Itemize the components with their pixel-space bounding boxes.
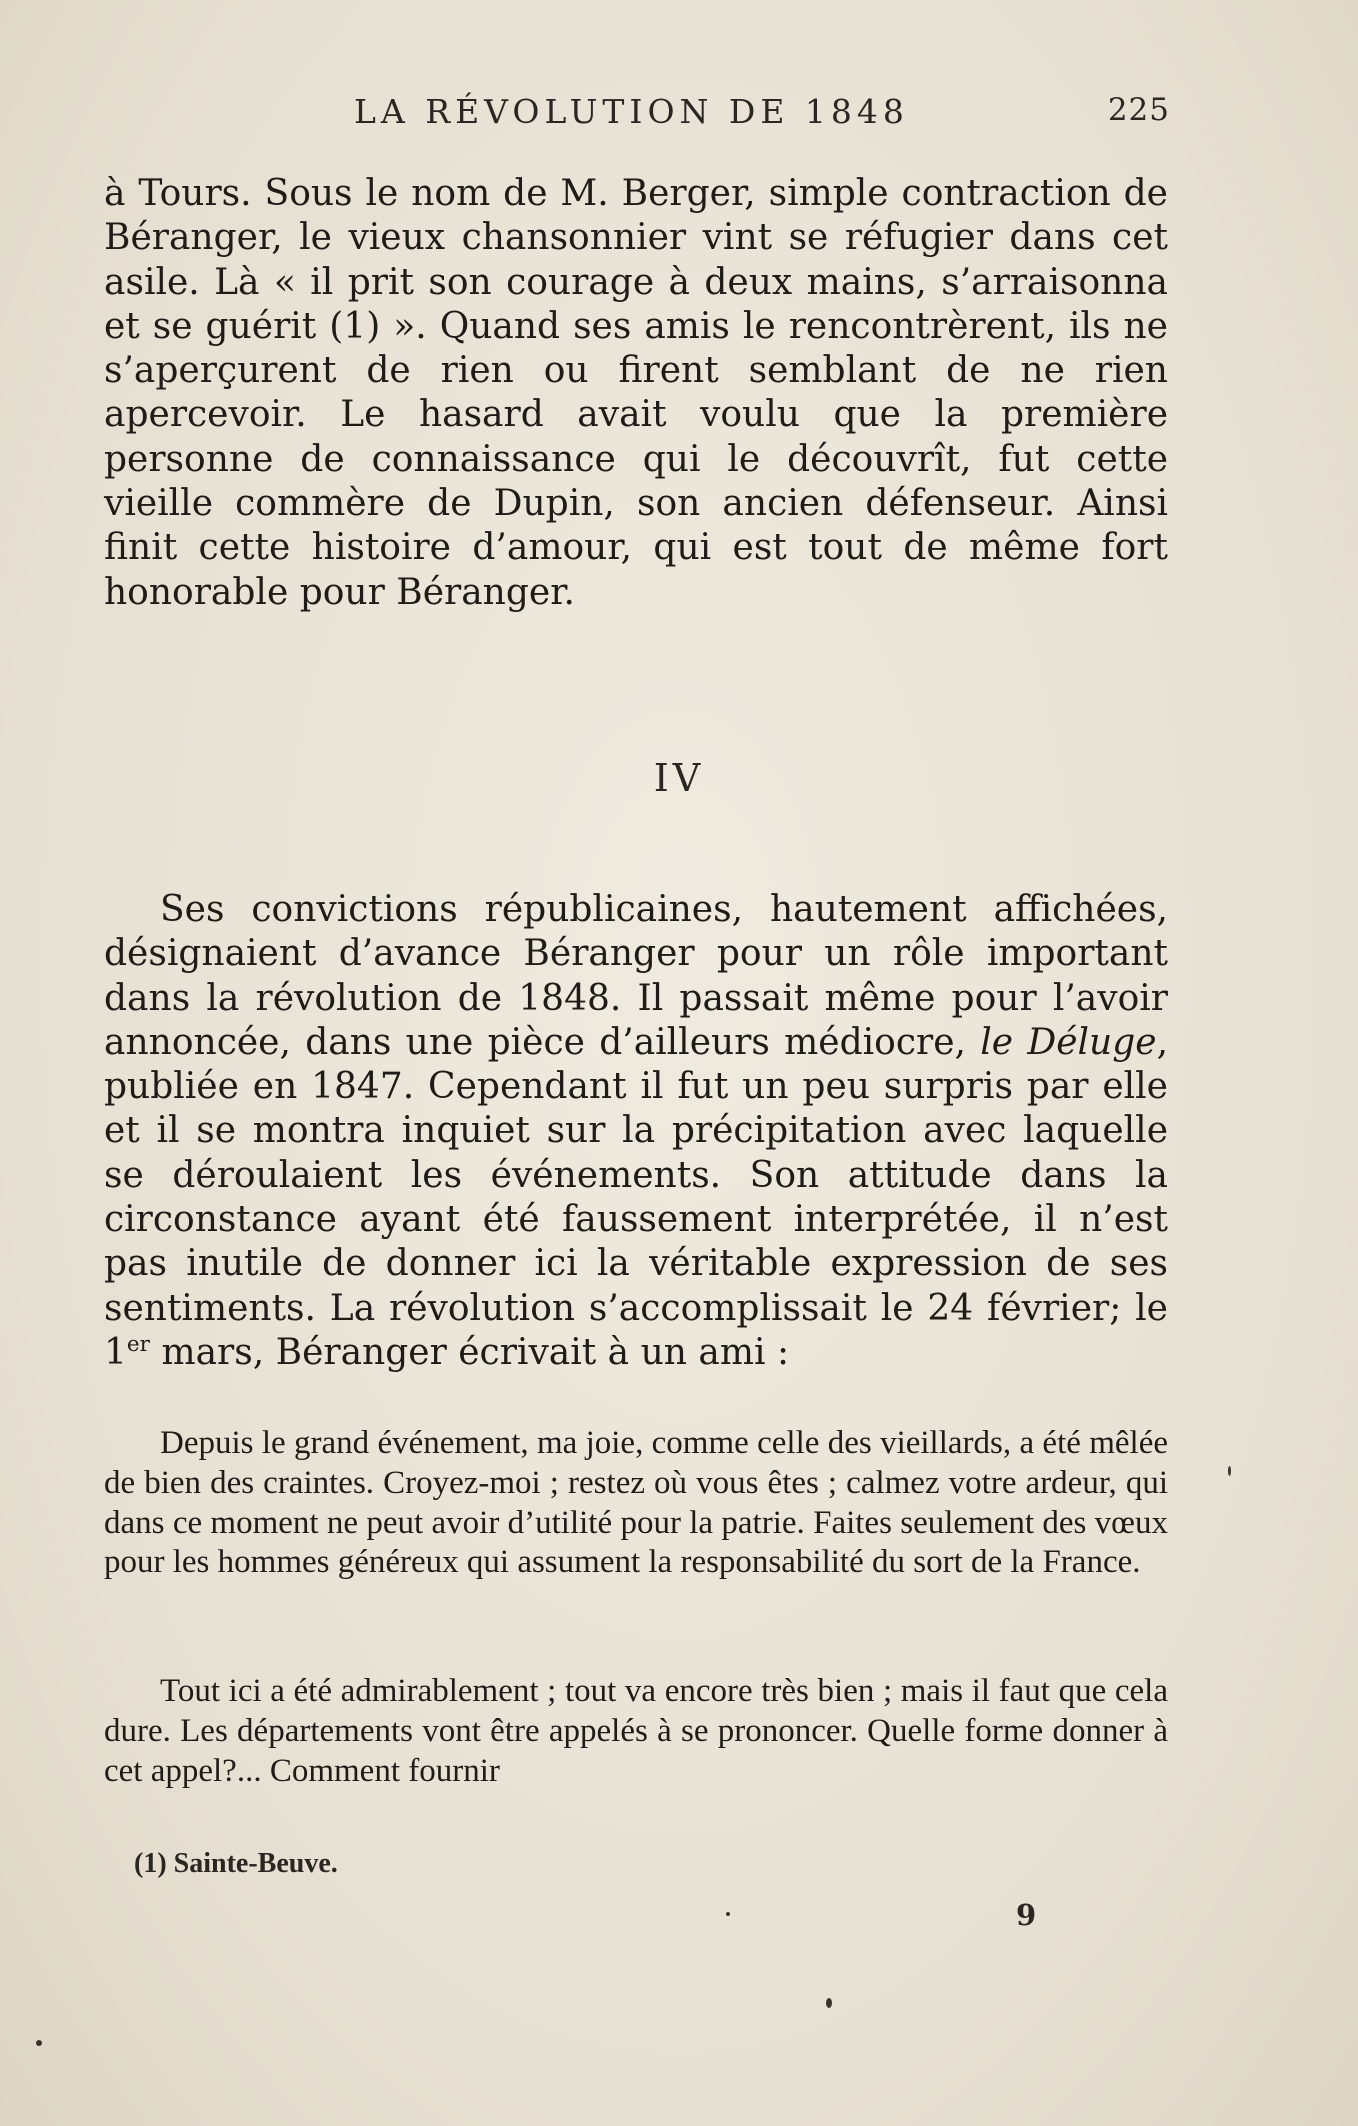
quotation-paragraph-2: Tout ici a été admirablement ; tout va encore très bien ; mais il faut que cela dure. Les départements vont être appelés à se prononcer. Quelle forme donner à cet appel?... Comment fournir xyxy=(104,1673,1168,1789)
ink-speck xyxy=(36,2040,42,2046)
body-paragraph-1: à Tours. Sous le nom de M. Berger, simple contraction de Béranger, le vieux chansonnier vint se réfugier dans cet asile. Là « il prit son courage à deux mains, s’arraisonna et se guérit (1) ». Quand ses amis le rencontrèrent, ils ne s’aperçurent de rien ou firent semblant de ne rien apercevoir. Le hasard avait voulu que la première personne de connaissance qui le découvrît, fut cette vieille commère de Dupin, son ancien défenseur. Ainsi finit cette histoire d’amour, qui est tout de même fort honorable pour Béranger. xyxy=(104,173,1168,613)
body-paragraph-2 xyxy=(104,888,1168,1375)
ink-speck xyxy=(826,1998,832,2008)
paragraph-2-text-a: Ses convictions républicaines, hautement affichées, désignaient d’avance Béranger pour un rôle important dans la révolution de 1848. Il passait même pour l’avoir annoncée, dans une pièce d’ailleurs médiocre, xyxy=(104,889,1168,1063)
ink-speck xyxy=(1228,1466,1231,1476)
quotation-paragraph-1: Depuis le grand événement, ma joie, comme celle des vieillards, a été mêlée de bien des craintes. Croyez-moi ; restez où vous êtes ; calmez votre ardeur, qui dans ce moment ne peut avoir d’utilité pour la patrie. Faites seulement des vœux pour les hommes généreux qui assument la responsabilité du sort de la France. xyxy=(104,1425,1168,1581)
running-title: LA RÉVOLUTION DE 1848 xyxy=(354,92,909,131)
running-head xyxy=(104,92,1170,140)
ordinal-superscript: er xyxy=(126,1331,151,1357)
paragraph-2-text-b: , publiée en 1847. Cependant il fut un peu surpris par elle et il se montra inquiet sur la précipitation avec laquelle se déroulaient les événements. Son attitude dans la circonstance ayant été faussement interprétée, il n’est pas inutile de donner ici la véritable expression de ses sentiments. La révolution s’accomplissait le 24 février; le 1 xyxy=(104,1021,1169,1373)
work-title-italic: le Déluge xyxy=(980,1021,1157,1063)
footnote: (1) Sainte-Beuve. xyxy=(134,1848,338,1879)
ink-speck xyxy=(726,1912,730,1916)
page-number: 225 xyxy=(1107,92,1170,128)
signature-mark: 9 xyxy=(1016,1898,1037,1932)
paragraph-2-text-c: mars, Béranger écrivait à un ami : xyxy=(150,1331,790,1373)
section-heading: IV xyxy=(653,756,705,800)
